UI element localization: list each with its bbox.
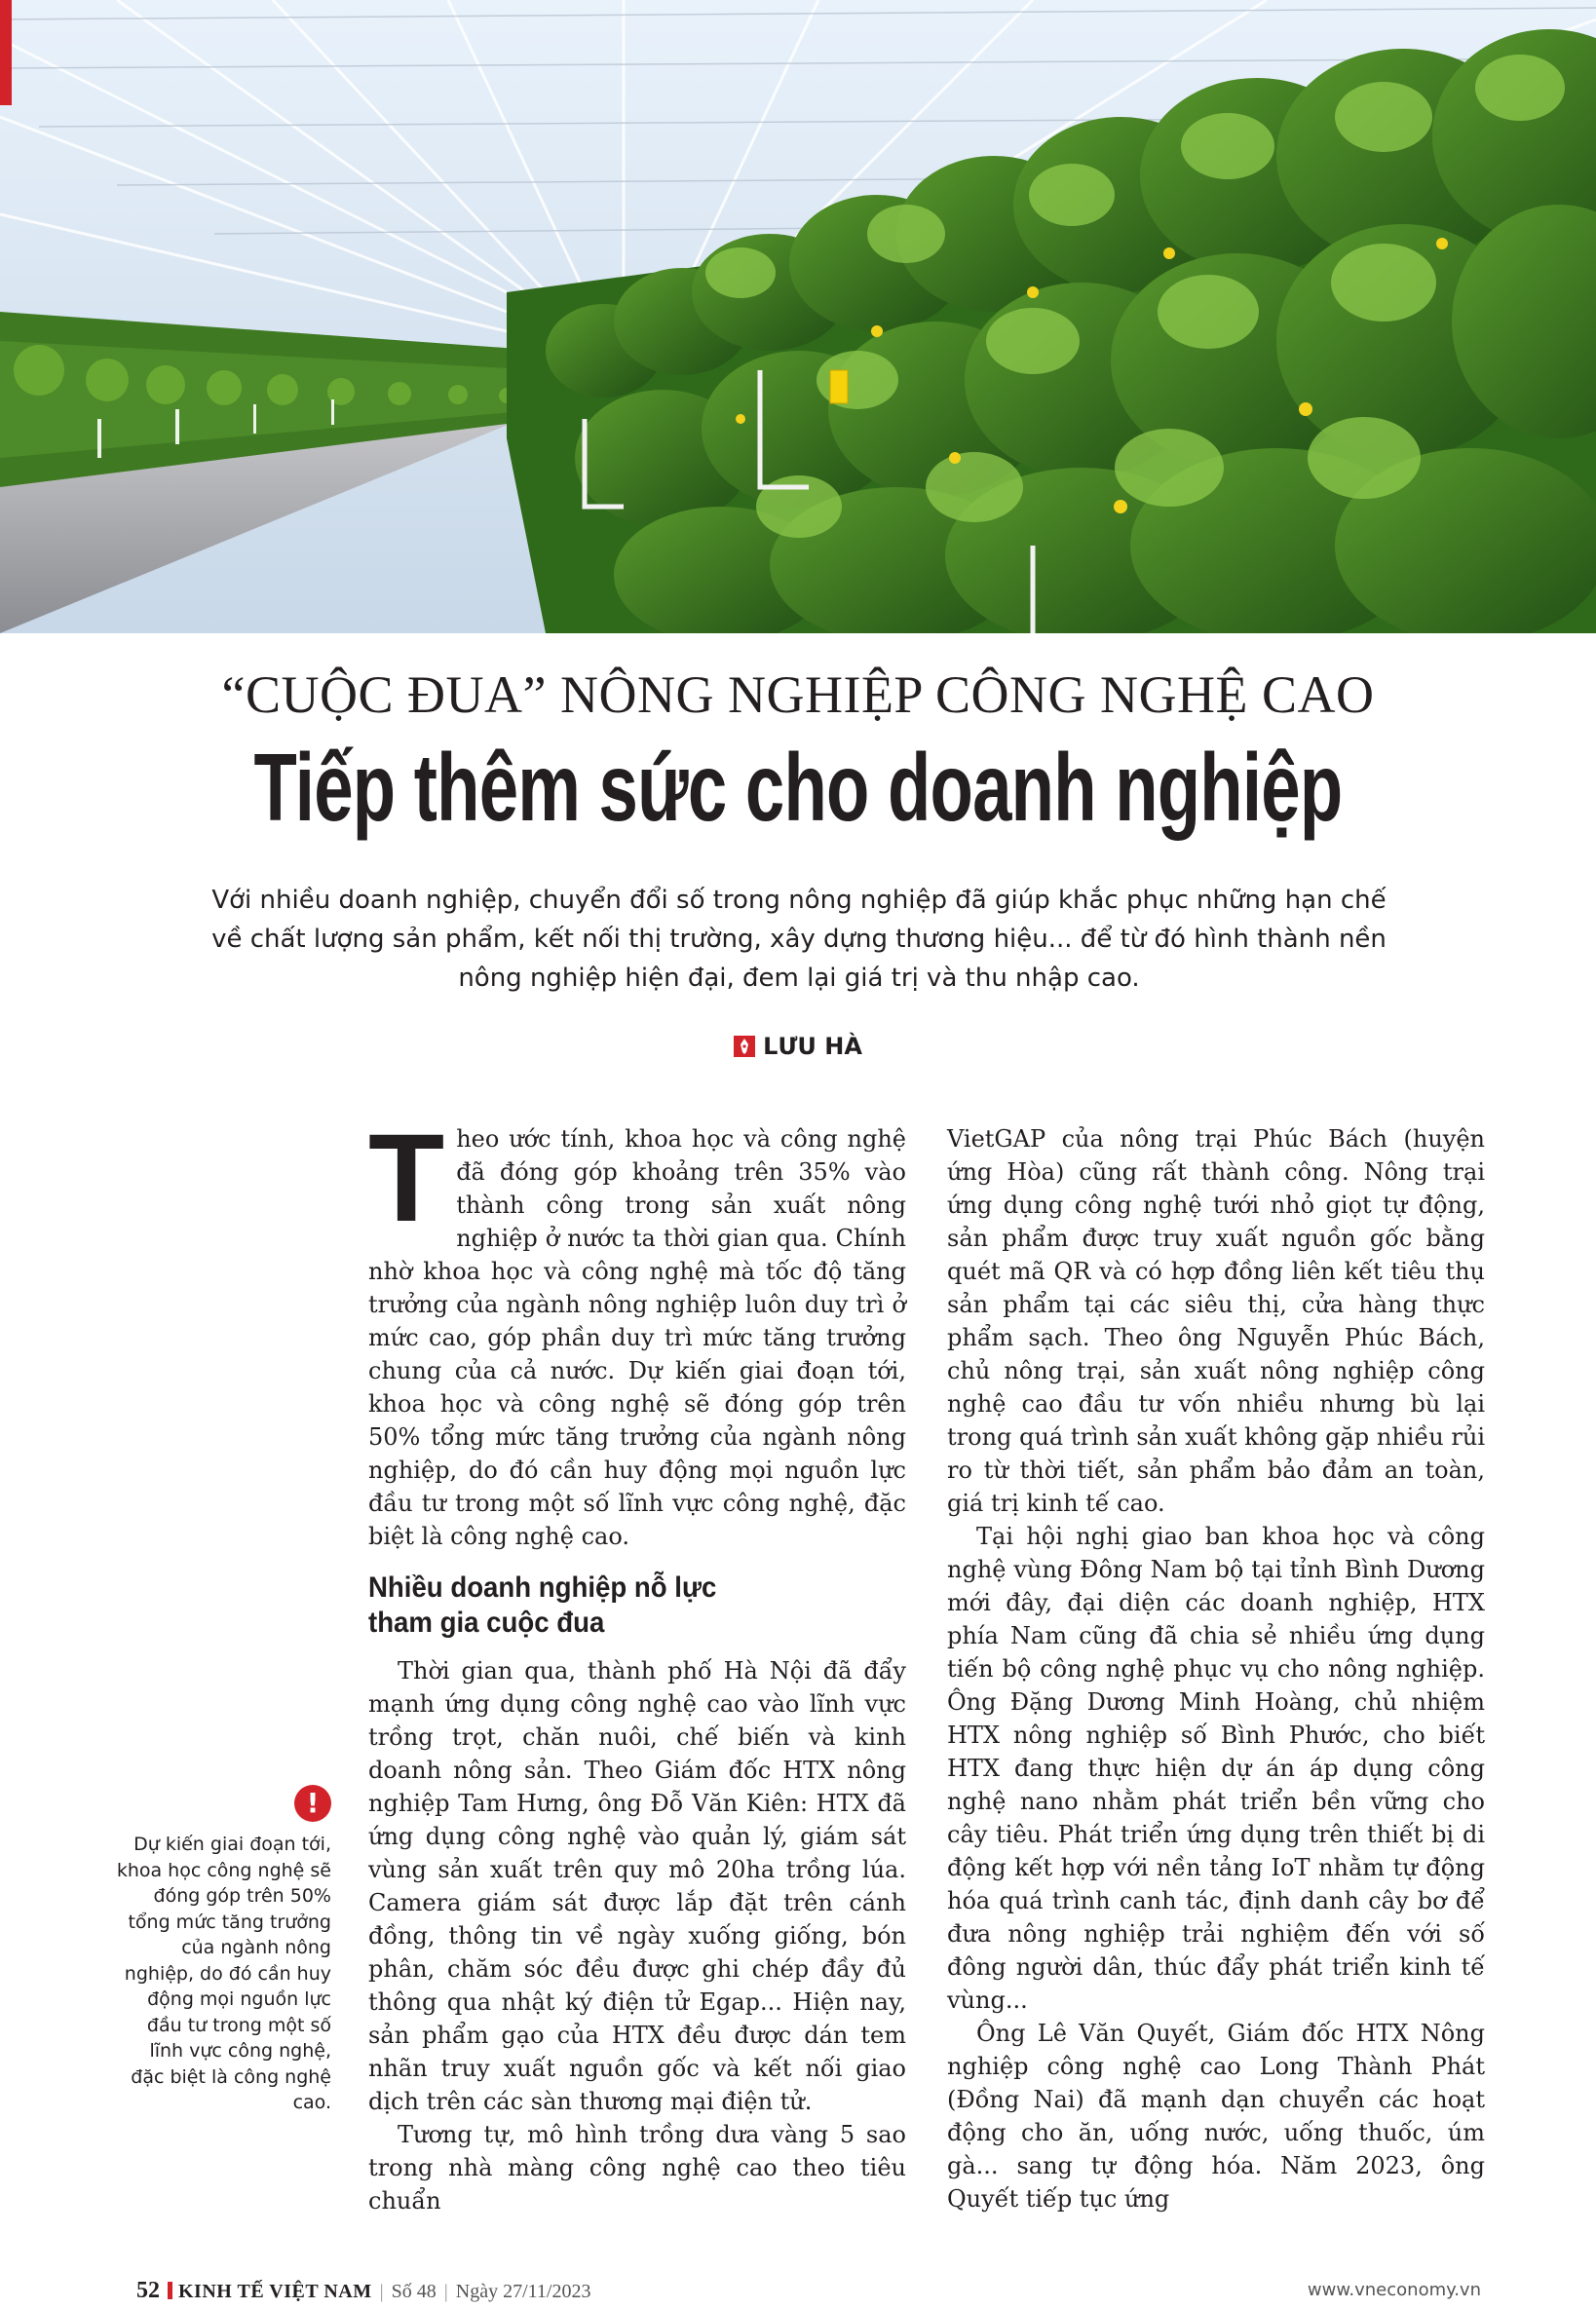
page-number: 52 bbox=[136, 2278, 160, 2303]
sapo: Với nhiều doanh nghiệp, chuyển đổi số trong nông nghiệp đã giúp khắc phục những hạn chế về chất lượng sản phẩm, kết nối thị trường, xây dựng thương hiệu... để từ đó hình thành nền nông nghiệp hiện đại, đem lại giá trị và thu nhập cao. bbox=[211, 886, 1387, 993]
page-footer: 52 KINH TẾ VIỆT NAM | Số 48 | Ngày 27/11/2023 www.vneconomy.vn bbox=[136, 2278, 1481, 2303]
paragraph: Tương tự, mô hình trồng dưa vàng 5 sao trong nhà màng công nghệ cao theo tiêu chuẩn bbox=[368, 2121, 906, 2214]
paragraph: Thời gian qua, thành phố Hà Nội đã đẩy mạnh ứng dụng công nghệ cao vào lĩnh vực trồng trọt, chăn nuôi, chế biến và kinh doanh nông sản. Theo Giám đốc HTX nông nghiệp Tam Hưng, ông Đỗ Văn Kiên: HTX đã ứng dụng công nghệ vào quản lý, giám sát vùng sản xuất trên quy mô 20ha trồng lúa. Camera giám sát được lắp đặt trên cánh đồng, thông tin về ngày xuống giống, bón phân, chăm sóc đều được ghi chép đầy đủ thông qua nhật ký điện tử Egap... Hiện nay, sản phẩm gạo của HTX đều được dán tem nhãn truy xuất nguồn gốc và kết nối giao dịch trên các sàn thương mại điện tử. bbox=[368, 1657, 906, 2115]
greenhouse-illustration bbox=[0, 0, 1596, 633]
paragraph: Tại hội nghị giao ban khoa học và công nghệ vùng Đông Nam bộ tại tỉnh Bình Dương mới đây, đại diện các doanh nghiệp, HTX phía Nam cũng đã chia sẻ nhiều ứng dụng tiến bộ công nghệ phục vụ cho nông nghiệp. Ông Đặng Dương Minh Hoàng, chủ nhiệm HTX nông nghiệp số Bình Phước, cho biết HTX đang thực hiện dự án áp dụng công nghệ nano nhằm phát triển bền vững cho cây tiêu. Phát triển ứng dụng trên thiết bị di động kết hợp với nền tảng IoT nhằm tự động hóa quá trình canh tác, định danh cây bơ để đưa nông nghiệp trải nghiệm đến với số đông người dân, thúc đẩy phát triển kinh tế vùng... bbox=[947, 1523, 1485, 2014]
pull-quote: Dự kiến giai đoạn tới, khoa học công nghệ sẽ đóng góp trên 50% tổng mức tăng trưởng của ngành nông nghiệp, do đó cần huy động mọi nguồn lực đầu tư trong một số lĩnh vực công nghệ, đặc biệt là công nghệ cao. bbox=[116, 1834, 331, 2113]
drop-cap: T bbox=[368, 1109, 445, 1248]
footer-accent-bar bbox=[168, 2282, 172, 2299]
pen-icon bbox=[734, 1036, 755, 1057]
hero-photo-greenhouse bbox=[0, 0, 1596, 633]
byline bbox=[0, 1033, 1596, 1060]
paragraph: Ông Lê Văn Quyết, Giám đốc HTX Nông nghiệp công nghệ cao Long Thành Phát (Đồng Nai) đã mạnh dạn chuyển các hoạt động cho ăn, uống nước, uống thuốc, úm gà... sang tự động hóa. Năm 2023, ông Quyết tiếp tục ứng bbox=[947, 2020, 1485, 2213]
paragraph-continued: VietGAP của nông trại Phúc Bách (huyện ứng Hòa) cũng rất thành công. Nông trại ứng dụng công nghệ tưới nhỏ giọt tự động, sản phẩm được truy xuất nguồn gốc bằng quét mã QR và có hợp đồng liên kết tiêu thụ sản phẩm tại các siêu thị, cửa hàng thực phẩm sạch. Theo ông Nguyễn Phúc Bách, chủ nông trại, sản xuất nông nghiệp công nghệ cao đầu tư vốn nhiều nhưng bù lại trong quá trình sản xuất không gặp nhiều rủi ro từ thời tiết, sản phẩm bảo đảm an toàn, giá trị kinh tế cao. bbox=[947, 1125, 1485, 1517]
page-title: Tiếp thêm sức cho doanh nghiệp bbox=[253, 734, 1343, 841]
section-marker bbox=[0, 0, 12, 105]
article-column-2 bbox=[947, 1122, 1485, 2215]
section-subhead: Nhiều doanh nghiệp nỗ lực tham gia cuộc đua bbox=[368, 1571, 717, 1639]
exclamation-icon: ! bbox=[294, 1785, 331, 1822]
issue-date: Ngày 27/11/2023 bbox=[455, 2281, 591, 2302]
kicker: “CUỘC ĐUA” NÔNG NGHIỆP CÔNG NGHỆ CAO bbox=[221, 665, 1375, 724]
website-link[interactable]: www.vneconomy.vn bbox=[1307, 2280, 1481, 2300]
issue-number: Số 48 bbox=[391, 2281, 437, 2302]
article-column-1 bbox=[368, 1109, 906, 2217]
magazine-name: KINH TẾ VIỆT NAM bbox=[178, 2281, 372, 2302]
author-name: LƯU HÀ bbox=[763, 1033, 862, 1060]
paragraph-intro: Theo ước tính, khoa học và công nghệ đã đóng góp khoảng trên 35% vào thành công trong sản xuất nông nghiệp ở nước ta thời gian qua. Chính nhờ khoa học và công nghệ mà tốc độ tăng trưởng của ngành nông nghiệp luôn duy trì ở mức cao, góp phần duy trì mức tăng trưởng chung của cả nước. Dự kiến giai đoạn tới, khoa học và công nghệ sẽ đóng góp trên 50% tổng mức tăng trưởng của ngành nông nghiệp, do đó cần huy động mọi nguồn lực đầu tư trong một số lĩnh vực công nghệ, đặc biệt là công nghệ cao. bbox=[368, 1109, 906, 1550]
